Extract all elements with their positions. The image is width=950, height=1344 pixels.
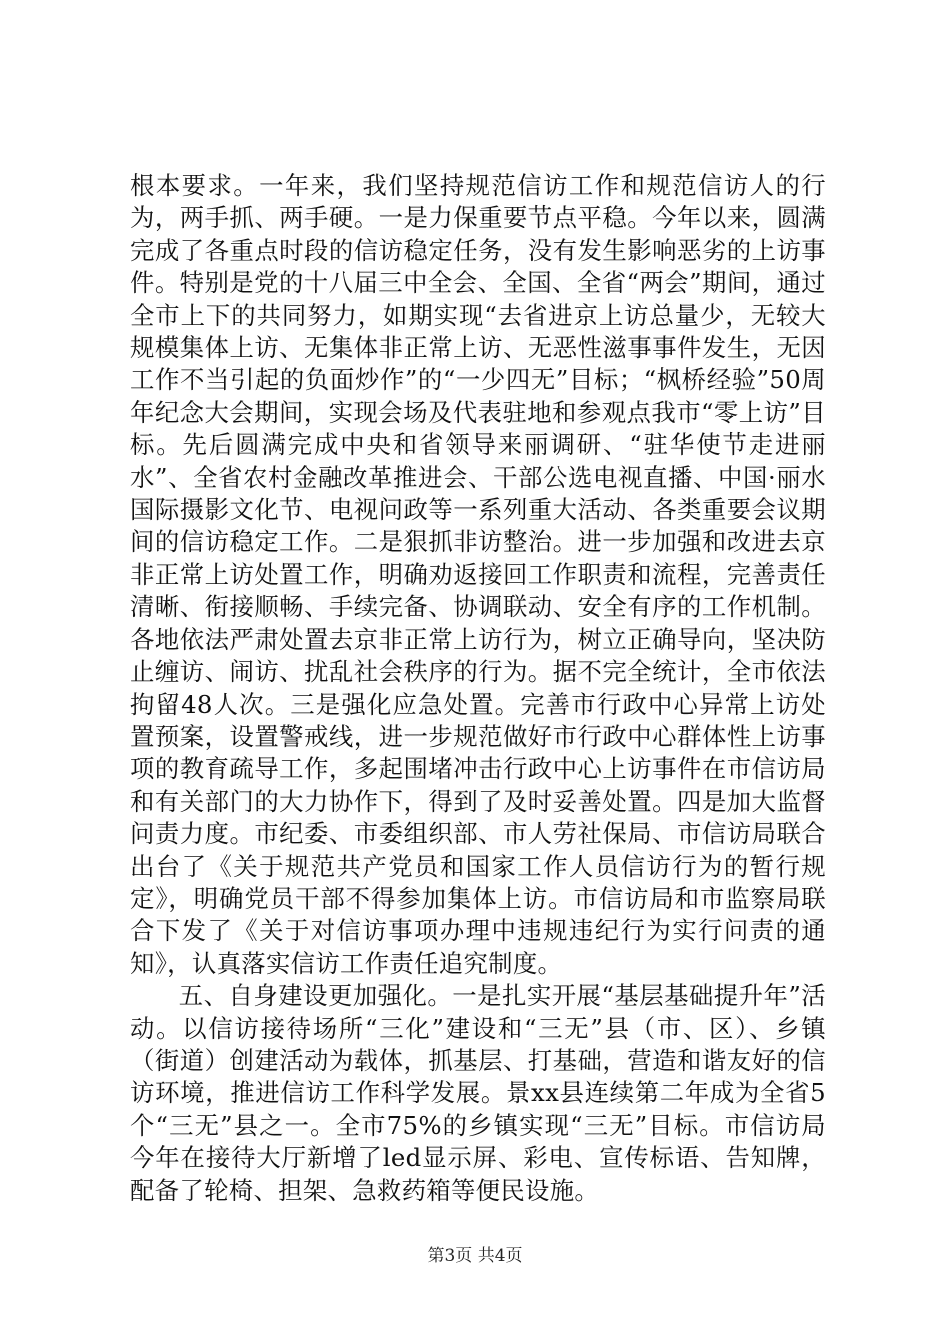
paragraph-1: 根本要求。一年来，我们坚持规范信访工作和规范信访人的行为，两手抓、两手硬。一是力保重要节点平稳。今年以来，圆满完成了各重点时段的信访稳定任务，没有发生影响恶劣的上访事件。特别是党的十八届三中全会、全国、全省“两会”期间，通过全市上下的共同努力，如期实现“去省进京上访总量少，无较大规模集体上访、无集体非正常上访、无恶性滋事事件发生，无因工作不当引起的负面炒作”的“一少四无”目标；“枫桥经验”50周年纪念大会期间，实现会场及代表驻地和参观点我市“零上访”目标。先后圆满完成中央和省领导来丽调研、“驻华使节走进丽水”、全省农村金融改革推进会、干部公选电视直播、中国·丽水国际摄影文化节、电视问政等一系列重大活动、各类重要会议期间的信访稳定工作。二是狠抓非访整治。进一步加强和改进去京非正常上访处置工作，明确劝返接回工作职责和流程，完善责任清晰、衔接顺畅、手续完备、协调联动、安全有序的工作机制。各地依法严肃处置去京非正常上访行为，树立正确导向，坚决防止缠访、闹访、扰乱社会秩序的行为。据不完全统计，全市依法拘留48人次。三是强化应急处置。完善市行政中心异常上访处置预案，设置警戒线，进一步规范做好市行政中心群体性上访事项的教育疏导工作，多起围堵冲击行政中心上访事件在市信访局和有关部门的大力协作下，得到了及时妥善处置。四是加大监督问责力度。市纪委、市委组织部、市人劳社保局、市信访局联合出台了《关于规范共产党员和国家工作人员信访行为的暂行规定》，明确党员干部不得参加集体上访。市信访局和市监察局联合下发了《关于对信访事项办理中违规违纪行为实行问责的通知》，认真落实信访工作责任追究制度。 xyxy=(130,171,826,978)
page-number-footer: 第3页 共4页 xyxy=(427,1246,523,1266)
document-body xyxy=(130,170,826,1207)
paragraph-2: 五、自身建设更加强化。一是扎实开展“基层基础提升年”活动。以信访接待场所“三化”建设和“三无”县（市、区）、乡镇（街道）创建活动为载体，抓基层、打基础，营造和谐友好的信访环境，推进信访工作科学发展。景xx县连续第二年成为全省5个“三无”县之一。全市75%的乡镇实现“三无”目标。市信访局今年在接待大厅新增了led显示屏、彩电、宣传标语、告知牌，配备了轮椅、担架、急救药箱等便民设施。 xyxy=(130,981,826,1205)
